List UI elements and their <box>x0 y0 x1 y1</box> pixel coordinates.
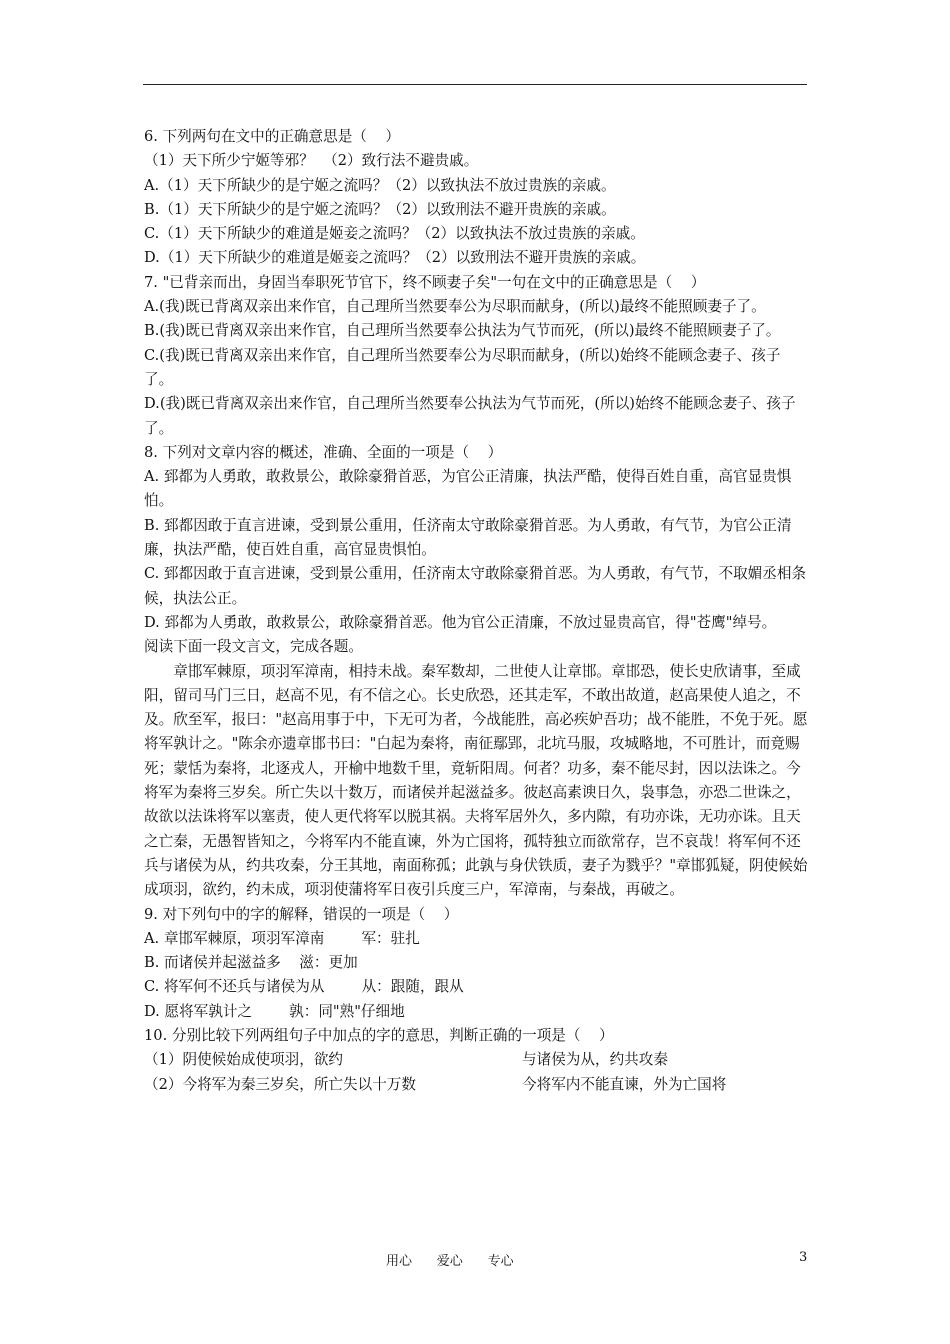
option-d: D. 郅都为人勇敢，敢救景公，敢除豪猾首恶。他为官公正清廉，不放过显贵高官，得"苍鹰"绰号。 <box>144 613 777 631</box>
option-c: C.(我)既已背离双亲出来作官，自己理所当然要奉公为尽职而献身，(所以)始终不能顾念妻子、孩子了。 <box>144 346 781 388</box>
sentence-pair-1 <box>144 1048 809 1072</box>
question-stem: 9. 对下列句中的字的解释，错误的一项是（ ） <box>144 905 459 923</box>
question-8 <box>144 441 809 635</box>
option-d: D. 愿将军孰计之 孰：同"熟"仔细地 <box>144 1002 405 1020</box>
question-7 <box>144 271 809 441</box>
option-d: D.(我)既已背离双亲出来作官，自己理所当然要奉公执法为气节而死，(所以)始终不能顾念妻子、孩子了。 <box>144 395 796 437</box>
question-items: （1）天下所少宁姬等邪？ （2）致行法不避贵戚。 <box>144 152 479 170</box>
sentence-left: （2）今将军为秦三岁矣，所亡失以十万数 <box>144 1075 416 1093</box>
option-b: B. 郅都因敢于直言进谏，受到景公重用，任济南太守敢除豪猾首恶。为人勇敢，有气节，为官公正清廉，执法严酷，使百姓自重，高官显贵惧怕。 <box>144 516 792 559</box>
option-b: B. 而诸侯并起滋益多 滋：更加 <box>144 954 358 972</box>
option-c: C. 将军何不还兵与诸侯为从 从：跟随，跟从 <box>144 978 464 996</box>
sentence-right: 今将军内不能直谏，外为亡国将 <box>522 1075 727 1093</box>
option-a: A. 郅都为人勇敢，敢救景公，敢除豪猾首恶，为官公正清廉，执法严酷，使得百姓自重，高官显贵惧怕。 <box>144 468 792 510</box>
sentence-left: （1）阴使候始成使项羽，欲约 <box>144 1051 344 1069</box>
question-6 <box>144 125 809 271</box>
option-b: B.（1）天下所缺少的是宁姬之流吗？（2）以致刑法不避开贵族的亲戚。 <box>144 200 616 218</box>
option-a: A.（1）天下所缺少的是宁姬之流吗？（2）以致执法不放过贵族的亲戚。 <box>144 176 616 194</box>
reading-passage <box>144 635 809 902</box>
question-stem: 6. 下列两句在文中的正确意思是（ ） <box>144 128 401 145</box>
option-d: D.（1）天下所缺少的难道是姬妾之流吗？（2）以致刑法不避开贵族的亲戚。 <box>144 249 646 267</box>
question-stem: 10. 分别比较下列两组句子中加点的字的意思，判断正确的一项是（ ） <box>144 1026 614 1044</box>
passage-text: 章邯军棘原，项羽军漳南，相持未战。秦军数却，二世使人让章邯。章邯恐，使长史欣请事，至咸阳，留司马门三日，赵高不见，有不信之心。长史欣恐，还其走军，不敢出故道，赵高果使人追之，不及。欣至军，报曰："赵高用事于中，下无可为者，今战能胜，高必疾妒吾功；战不能胜，不免于死。愿将军孰计之。"陈余亦遗章邯书曰："白起为秦将，南征鄢郢，北坑马服，攻城略地，不可胜计，而竟赐死；蒙恬为秦将，北逐戎人，开榆中地数千里，竟斩阳周。何者？功多，秦不能尽封，因以法诛之。今将军为秦将三岁矣。所亡失以十数万，而诸侯并起滋益多。彼赵高素谀日久，袅事急，亦恐二世诛之，故欲以法诛将军以塞责，使人更代将军以脱其祸。夫将军居外久，多内隙，有功亦诛，无功亦诛。且天之亡秦，无愚智皆知之，今将军内不能直谏，外为亡国将，孤特独立而欲常存，岂不哀哉！将军何不还兵与诸侯为从，约共攻秦，分王其地，南面称孤；此孰与身伏铁质，妻子为戮乎？"章邯狐疑，阴使候始成项羽，欲约，约未成，项羽使蒲将军日夜引兵度三户，军漳南，与秦战，再破之。 <box>144 662 808 899</box>
page-number: 3 <box>799 1250 808 1265</box>
option-a: A.(我)既已背离双亲出来作官，自己理所当然要奉公为尽职而献身，(所以)最终不能照顾妻子了。 <box>144 298 766 316</box>
question-stem: 8. 下列对文章内容的概述，准确、全面的一项是（ ） <box>144 443 503 461</box>
sentence-right: 与诸侯为从，约共攻秦 <box>522 1051 668 1069</box>
option-c: C.（1）天下所缺少的难道是姬妾之流吗？（2）以致执法不放过贵族的亲戚。 <box>144 225 645 243</box>
option-c: C. 郅都因敢于直言进谏，受到景公重用，任济南太守敢除豪猾首恶。为人勇敢，有气节，不取媚丞相条候，执法公正。 <box>144 565 807 607</box>
question-10 <box>144 1024 809 1097</box>
option-b: B.(我)既已背离双亲出来作官，自己理所当然要奉公执法为气节而死，(所以)最终不能照顾妻子了。 <box>144 322 781 340</box>
question-stem: 7. "已背亲而出，身固当奉职死节官下，终不顾妻子矣"一句在文中的正确意思是（ ） <box>144 273 706 291</box>
header-rule <box>143 84 807 85</box>
document-body <box>144 125 809 1097</box>
reading-intro: 阅读下面一段文言文，完成各题。 <box>144 638 363 656</box>
footer-motto: 用心 爱心 专心 <box>386 1254 514 1269</box>
page-footer <box>0 1250 950 1274</box>
option-a: A. 章邯军棘原，项羽军漳南 军：驻扎 <box>144 929 420 947</box>
sentence-pair-2 <box>144 1073 809 1097</box>
question-9 <box>144 903 809 1024</box>
